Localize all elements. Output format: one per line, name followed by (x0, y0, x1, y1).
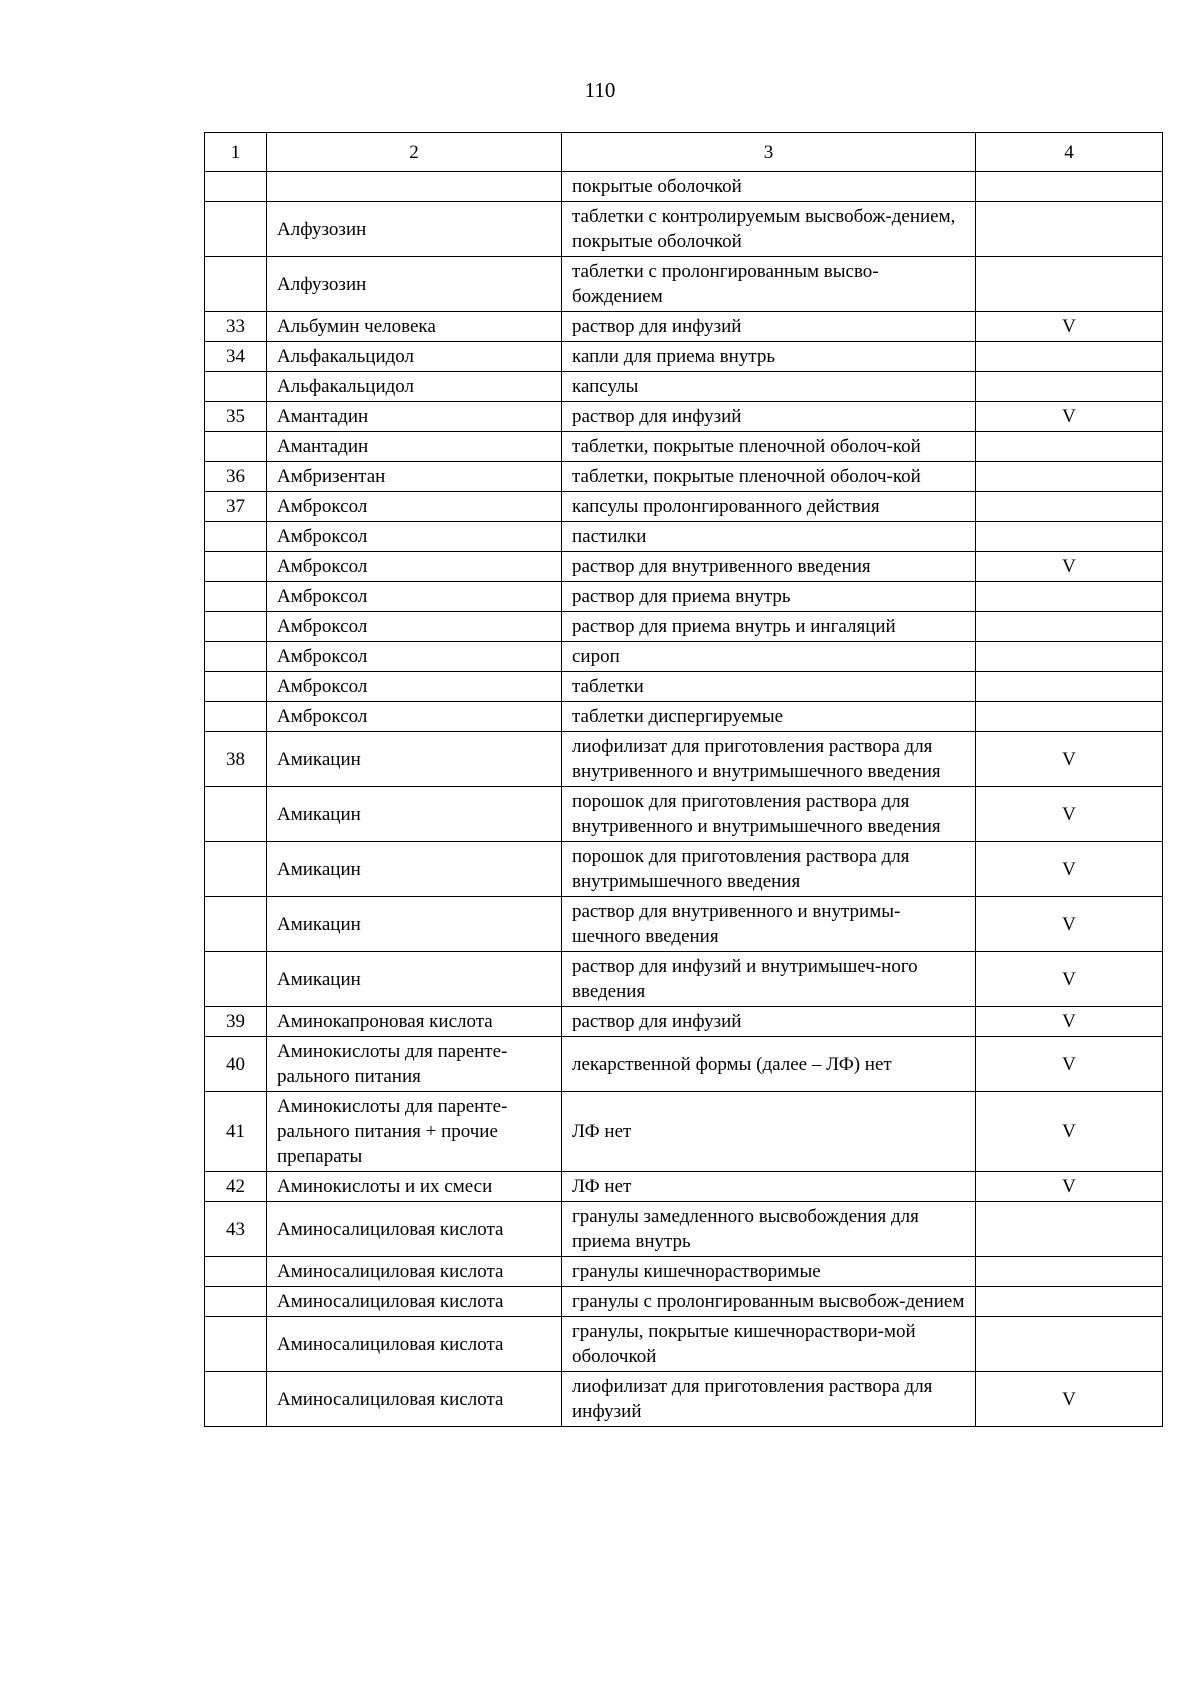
table-row (205, 522, 1163, 552)
row-number (205, 552, 267, 582)
table-row (205, 492, 1163, 522)
row-number (205, 952, 267, 1007)
vital-mark: V (976, 1037, 1163, 1092)
dosage-form: таблетки, покрытые пленочной оболоч-кой (562, 462, 976, 492)
vital-mark: V (976, 1372, 1163, 1427)
table-row (205, 432, 1163, 462)
table-row (205, 612, 1163, 642)
row-number (205, 202, 267, 257)
dosage-form: ЛФ нет (562, 1092, 976, 1172)
row-number (205, 432, 267, 462)
dosage-form: гранулы с пролонгированным высвобож-дением (562, 1287, 976, 1317)
dosage-form: таблетки (562, 672, 976, 702)
row-number (205, 582, 267, 612)
vital-mark (976, 257, 1163, 312)
vital-mark: V (976, 1092, 1163, 1172)
row-number: 38 (205, 732, 267, 787)
dosage-form: капсулы (562, 372, 976, 402)
table-row (205, 1372, 1163, 1427)
table-row (205, 1202, 1163, 1257)
row-number: 40 (205, 1037, 267, 1092)
table-row (205, 462, 1163, 492)
dosage-form: покрытые оболочкой (562, 172, 976, 202)
vital-mark (976, 612, 1163, 642)
vital-mark: V (976, 842, 1163, 897)
vital-mark (976, 642, 1163, 672)
drug-name: Аминосалициловая кислота (267, 1202, 562, 1257)
dosage-form: раствор для приема внутрь (562, 582, 976, 612)
drug-name: Аминосалициловая кислота (267, 1372, 562, 1427)
vital-mark: V (976, 787, 1163, 842)
row-number: 33 (205, 312, 267, 342)
drug-name: Амброксол (267, 612, 562, 642)
row-number (205, 522, 267, 552)
drug-name: Амантадин (267, 402, 562, 432)
dosage-form: таблетки, покрытые пленочной оболоч-кой (562, 432, 976, 462)
table-row (205, 172, 1163, 202)
column-header: 2 (267, 133, 562, 172)
vital-mark: V (976, 1007, 1163, 1037)
dosage-form: таблетки диспергируемые (562, 702, 976, 732)
vital-mark (976, 372, 1163, 402)
row-number (205, 257, 267, 312)
drug-name: Амикацин (267, 897, 562, 952)
row-number (205, 672, 267, 702)
row-number (205, 1372, 267, 1427)
dosage-form: ЛФ нет (562, 1172, 976, 1202)
drug-name: Аминокапроновая кислота (267, 1007, 562, 1037)
dosage-form: раствор для инфузий (562, 402, 976, 432)
dosage-form: раствор для инфузий (562, 1007, 976, 1037)
row-number (205, 372, 267, 402)
table-row (205, 642, 1163, 672)
drug-name: Алфузозин (267, 202, 562, 257)
drug-name: Аминосалициловая кислота (267, 1317, 562, 1372)
vital-mark (976, 432, 1163, 462)
vital-mark (976, 582, 1163, 612)
drug-name: Амикацин (267, 732, 562, 787)
vital-mark (976, 202, 1163, 257)
row-number (205, 1257, 267, 1287)
vital-mark (976, 1257, 1163, 1287)
vital-mark (976, 462, 1163, 492)
row-number: 36 (205, 462, 267, 492)
row-number (205, 897, 267, 952)
drug-name: Амброксол (267, 702, 562, 732)
vital-mark: V (976, 1172, 1163, 1202)
dosage-form: таблетки с контролируемым высвобож-дением, покрытые оболочкой (562, 202, 976, 257)
table-row (205, 672, 1163, 702)
dosage-form: раствор для инфузий (562, 312, 976, 342)
dosage-form: порошок для приготовления раствора для внутривенного и внутримышечного введения (562, 787, 976, 842)
row-number: 37 (205, 492, 267, 522)
row-number (205, 612, 267, 642)
row-number (205, 1287, 267, 1317)
dosage-form: лекарственной формы (далее – ЛФ) нет (562, 1037, 976, 1092)
dosage-form: гранулы замедленного высвобождения для приема внутрь (562, 1202, 976, 1257)
drug-name: Аминокислоты и их смеси (267, 1172, 562, 1202)
drug-name: Альфакальцидол (267, 372, 562, 402)
drug-name: Амброксол (267, 582, 562, 612)
row-number (205, 842, 267, 897)
table-row (205, 257, 1163, 312)
table-row (205, 552, 1163, 582)
dosage-form: раствор для внутривенного введения (562, 552, 976, 582)
dosage-form: раствор для инфузий и внутримышеч-ного введения (562, 952, 976, 1007)
column-header: 3 (562, 133, 976, 172)
drug-name: Амброксол (267, 642, 562, 672)
dosage-form: капли для приема внутрь (562, 342, 976, 372)
drug-name: Амброксол (267, 552, 562, 582)
vital-mark (976, 172, 1163, 202)
drug-name: Амброксол (267, 522, 562, 552)
column-header: 4 (976, 133, 1163, 172)
column-header: 1 (205, 133, 267, 172)
dosage-form: порошок для приготовления раствора для внутримышечного введения (562, 842, 976, 897)
vital-mark (976, 522, 1163, 552)
drug-name (267, 172, 562, 202)
table-row (205, 1092, 1163, 1172)
table-row (205, 1317, 1163, 1372)
row-number: 34 (205, 342, 267, 372)
drug-name: Аминосалициловая кислота (267, 1287, 562, 1317)
table-row (205, 1257, 1163, 1287)
table-row (205, 372, 1163, 402)
vital-mark: V (976, 402, 1163, 432)
vital-mark: V (976, 952, 1163, 1007)
table-body (205, 172, 1163, 1427)
row-number (205, 1317, 267, 1372)
drug-name: Альфакальцидол (267, 342, 562, 372)
dosage-form: сироп (562, 642, 976, 672)
table-row (205, 582, 1163, 612)
drug-name: Амбризентан (267, 462, 562, 492)
table-header-row (205, 133, 1163, 172)
drug-name: Аминокислоты для паренте-рального питания (267, 1037, 562, 1092)
dosage-form: раствор для внутривенного и внутримы-шечного введения (562, 897, 976, 952)
row-number (205, 702, 267, 732)
dosage-form: гранулы кишечнорастворимые (562, 1257, 976, 1287)
dosage-form: лиофилизат для приготовления раствора для инфузий (562, 1372, 976, 1427)
row-number: 43 (205, 1202, 267, 1257)
drug-name: Амикацин (267, 952, 562, 1007)
row-number (205, 787, 267, 842)
drug-name: Аминосалициловая кислота (267, 1257, 562, 1287)
vital-mark (976, 1287, 1163, 1317)
table-row (205, 897, 1163, 952)
table-row (205, 312, 1163, 342)
vital-mark: V (976, 312, 1163, 342)
dosage-form: лиофилизат для приготовления раствора для внутривенного и внутримышечного введения (562, 732, 976, 787)
drug-name: Аминокислоты для паренте-рального питания + прочие препараты (267, 1092, 562, 1172)
row-number: 39 (205, 1007, 267, 1037)
page-number: 110 (584, 78, 616, 102)
drug-name: Амикацин (267, 842, 562, 897)
vital-mark (976, 672, 1163, 702)
table-row (205, 1007, 1163, 1037)
drug-name: Амантадин (267, 432, 562, 462)
table-row (205, 952, 1163, 1007)
table-row (205, 702, 1163, 732)
row-number (205, 642, 267, 672)
table-row (205, 1287, 1163, 1317)
table-row (205, 842, 1163, 897)
vital-mark: V (976, 732, 1163, 787)
drug-name: Алфузозин (267, 257, 562, 312)
drug-name: Амикацин (267, 787, 562, 842)
row-number: 41 (205, 1092, 267, 1172)
vital-mark: V (976, 552, 1163, 582)
table-row (205, 402, 1163, 432)
dosage-form: гранулы, покрытые кишечнораствори-мой оболочкой (562, 1317, 976, 1372)
dosage-form: пастилки (562, 522, 976, 552)
row-number: 42 (205, 1172, 267, 1202)
vital-mark (976, 702, 1163, 732)
drug-name: Альбумин человека (267, 312, 562, 342)
vital-mark (976, 342, 1163, 372)
vital-mark: V (976, 897, 1163, 952)
drug-name: Амброксол (267, 492, 562, 522)
dosage-form: раствор для приема внутрь и ингаляций (562, 612, 976, 642)
table-row (205, 342, 1163, 372)
table-row (205, 787, 1163, 842)
table-row (205, 1172, 1163, 1202)
vital-mark (976, 1317, 1163, 1372)
row-number: 35 (205, 402, 267, 432)
table-row (205, 202, 1163, 257)
row-number (205, 172, 267, 202)
dosage-form: таблетки с пролонгированным высво-бождением (562, 257, 976, 312)
drug-name: Амброксол (267, 672, 562, 702)
table-row (205, 1037, 1163, 1092)
vital-mark (976, 1202, 1163, 1257)
drug-table (204, 132, 1163, 1427)
dosage-form: капсулы пролонгированного действия (562, 492, 976, 522)
table-row (205, 732, 1163, 787)
vital-mark (976, 492, 1163, 522)
